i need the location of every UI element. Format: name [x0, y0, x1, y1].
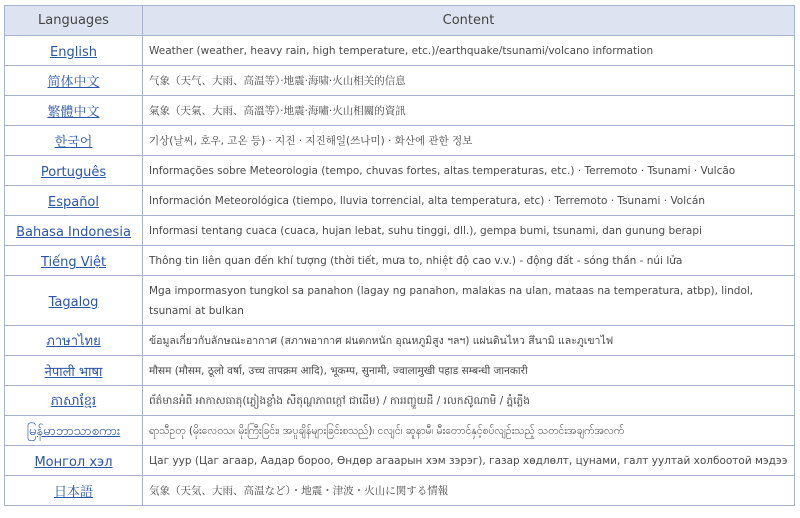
- table-row: [5, 356, 795, 386]
- table-row: [5, 276, 795, 326]
- content-cell: Informações sobre Meteorologia (tempo, chuvas fortes, altas temperaturas, etc.) · Terremoto · Tsunami · Vulcão: [143, 156, 795, 186]
- language-link-mongolian[interactable]: Монгол хэл: [34, 455, 113, 470]
- table-row: [5, 416, 795, 446]
- table-row: [5, 36, 795, 66]
- content-cell: 气象（天气、大雨、高温等）·地震·海啸·火山相关的信息: [143, 66, 795, 96]
- language-link-english[interactable]: English: [50, 45, 97, 60]
- table-header-row: [5, 6, 795, 36]
- languages-table: [4, 5, 795, 506]
- content-cell: ข้อมูลเกี่ยวกับลักษณะอากาศ (สภาพอากาศ ฝนตกหนัก อุณหภูมิสูง ฯลฯ) แผ่นดินไหว สึนามิ และภูเขาไฟ: [143, 326, 795, 356]
- table-row: [5, 156, 795, 186]
- table-row: [5, 476, 795, 506]
- language-link-nepali[interactable]: नेपाली भाषा: [44, 365, 103, 380]
- table-row: [5, 386, 795, 416]
- content-cell: 氣象（天氣、大雨、高溫等）·地震·海嘯·火山相關的資訊: [143, 96, 795, 126]
- content-cell: मौसम (मौसम, ठूलो वर्षा, उच्च तापक्रम आदि), भूकम्प, सुनामी, ज्वालामुखी पहाड सम्बन्धी जानकारी: [143, 356, 795, 386]
- table-row: [5, 446, 795, 476]
- content-cell: Informasi tentang cuaca (cuaca, hujan lebat, suhu tinggi, dll.), gempa bumi, tsunami, dan gunung berapi: [143, 216, 795, 246]
- language-link-japanese[interactable]: 日本語: [53, 485, 93, 500]
- language-link-khmer[interactable]: ភាសាខ្មែរ: [50, 393, 97, 409]
- table-row: [5, 186, 795, 216]
- content-cell: 기상(날씨, 호우, 고온 등) · 지진 · 지진해일(쓰나미) · 화산에 관한 정보: [143, 126, 795, 156]
- content-cell: 気象（天気、大雨、高温など）・地震・津波・火山に関する情報: [143, 476, 795, 506]
- content-cell: Mga impormasyon tungkol sa panahon (lagay ng panahon, malakas na ulan, mataas na temperatura, atbp), lindol, tsunami at bulkan: [143, 276, 795, 326]
- content-cell: Información Meteorológica (tiempo, lluvia torrencial, alta temperatura, etc) · Terremoto · Tsunami · Volcán: [143, 186, 795, 216]
- content-cell: Цаг уур (Цаг агаар, Аадар бороо, Өндөр агаарын хэм зэрэг), газар хөдлөлт, цунами, галт уултай холбоотой мэдээ: [143, 446, 795, 476]
- language-link-korean[interactable]: 한국어: [54, 135, 93, 150]
- content-cell: ရာသီဥတု (မိုးလေဝသ၊ မိုးကြီးခြင်း၊ အပူချိန်များခြင်းစသည်)၊ ငလျင်၊ ဆူနာမီ၊ မီးတောင်နှင့်စပ်လျဉ်းသည့် သတင်းအချက်အလက်: [143, 416, 795, 446]
- language-link-traditional-chinese[interactable]: 繁體中文: [47, 105, 100, 120]
- content-cell: Weather (weather, heavy rain, high temperature, etc.)/earthquake/tsunami/volcano information: [143, 36, 795, 66]
- language-link-portuguese[interactable]: Português: [40, 165, 107, 180]
- content-cell: Thông tin liên quan đến khí tượng (thời tiết, mưa to, nhiệt độ cao v.v.) - động đất - sóng thần - núi lửa: [143, 246, 795, 276]
- language-link-burmese[interactable]: မြန်မာဘာသာစကား: [26, 423, 121, 439]
- table-row: [5, 326, 795, 356]
- language-link-tagalog[interactable]: Tagalog: [48, 295, 99, 310]
- table-row: [5, 96, 795, 126]
- table-row: [5, 216, 795, 246]
- table-row: [5, 246, 795, 276]
- table-row: [5, 66, 795, 96]
- language-link-thai[interactable]: ภาษาไทย: [46, 334, 101, 349]
- language-link-spanish[interactable]: Español: [47, 195, 99, 210]
- table-row: [5, 126, 795, 156]
- content-cell: ព័ត៌មានអំពី អាកាសធាតុ(ភ្លៀងខ្លាំង សីតុណ្ហភាពក្តៅ ជាដើម) / ការរញ្ជួយដី / រលកស៊ូណាមិ / ភ្នំភ្លើង: [143, 386, 795, 416]
- header-content: Content: [143, 6, 795, 36]
- header-languages: Languages: [5, 6, 143, 36]
- language-link-indonesian[interactable]: Bahasa Indonesia: [16, 225, 131, 240]
- language-link-simplified-chinese[interactable]: 简体中文: [47, 75, 100, 90]
- language-link-vietnamese[interactable]: Tiếng Việt: [40, 255, 107, 270]
